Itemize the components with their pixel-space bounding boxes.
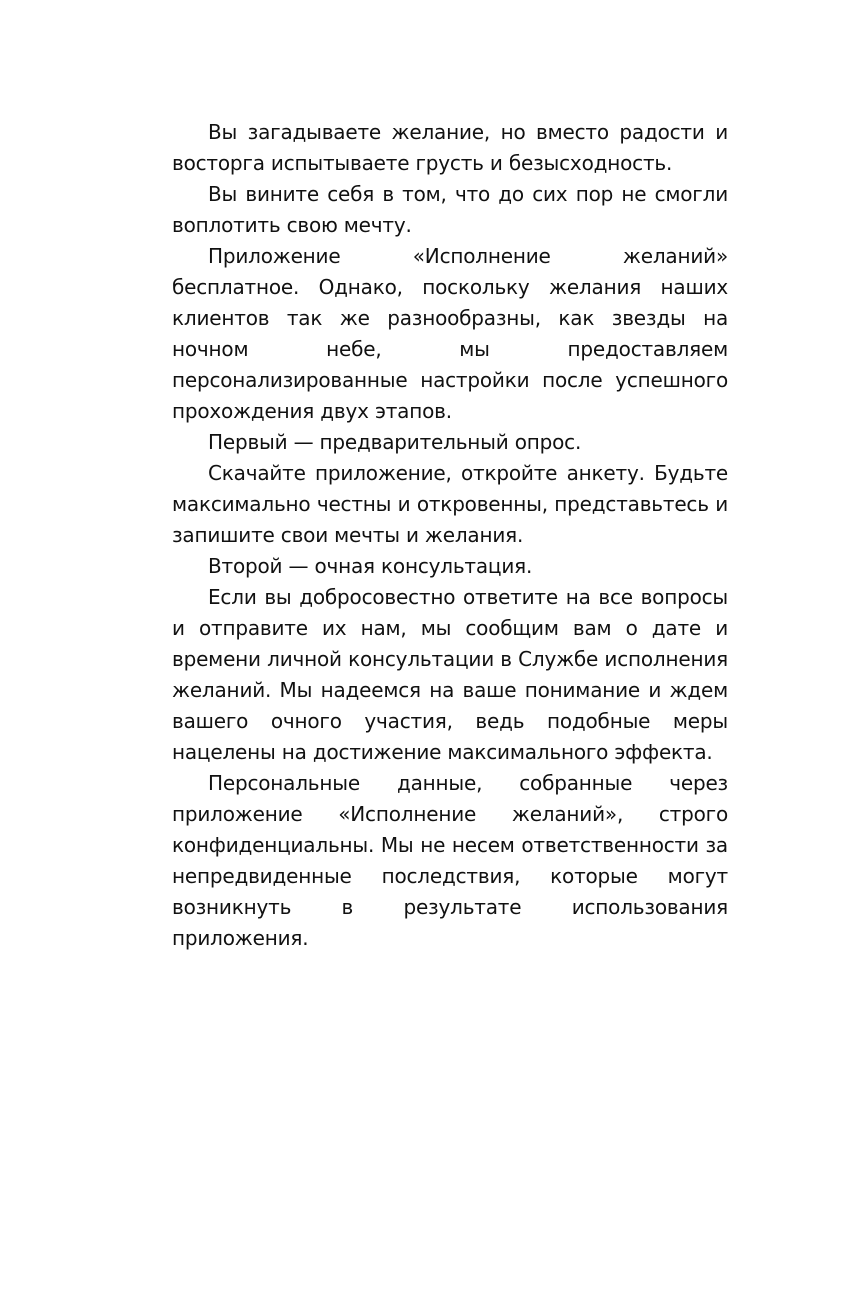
paragraph-survey-instructions: Скачайте приложение, откройте анкету. Будьте максимально честны и откровенны, представьтесь и запишите свои мечты и желания. bbox=[172, 461, 728, 547]
paragraph-step-one: Первый — предварительный опрос. bbox=[208, 430, 582, 454]
paragraph-consultation: Если вы добросовестно ответите на все вопросы и отправите их нам, мы сообщим вам о дате и времени личной консультации в Службе исполнения желаний. Мы надеемся на ваше понимание и ждем вашего очного участия, ведь подобные меры нацелены на достижение максимального эффекта. bbox=[172, 585, 728, 764]
paragraph-step-two: Второй — очная консультация. bbox=[208, 554, 533, 578]
paragraph-privacy: Персональные данные, собранные через приложение «Исполнение желаний», строго конфиденциальны. Мы не несем ответственности за непредвиденные последствия, которые могут возникнуть в результате использования приложения. bbox=[172, 771, 728, 950]
paragraph-app-free: Приложение «Исполнение желаний» бесплатное. Однако, поскольку желания наших клиентов так же разнообразны, как звезды на ночном небе, мы предоставляем персонализированные настройки после успешного прохождения двух этапов. bbox=[172, 244, 728, 423]
page-body bbox=[172, 117, 728, 954]
paragraph-wish-sadness: Вы загадываете желание, но вместо радости и восторга испытываете грусть и безысходность. bbox=[172, 120, 728, 175]
paragraph-self-blame: Вы вините себя в том, что до сих пор не смогли воплотить свою мечту. bbox=[172, 182, 728, 237]
